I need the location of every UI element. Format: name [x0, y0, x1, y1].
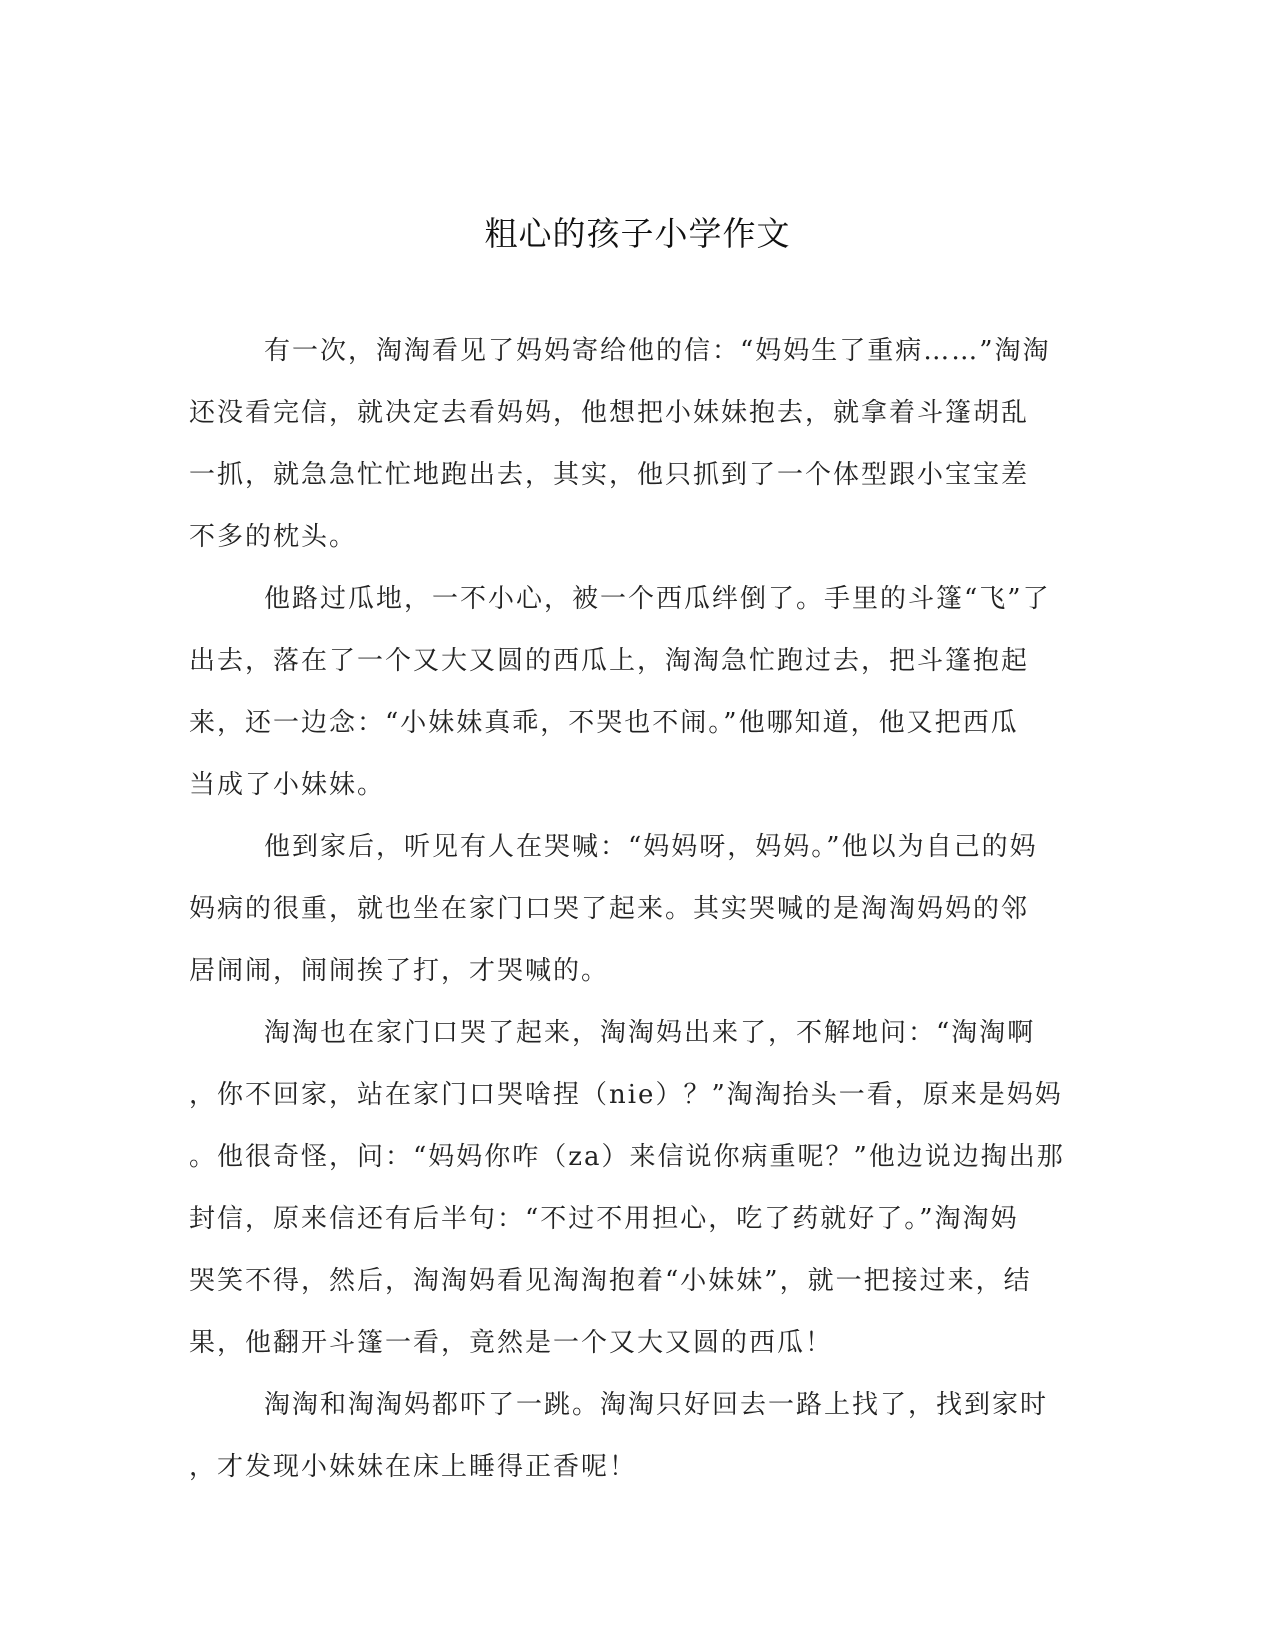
text-line: 妈病的很重，就也坐在家门口哭了起来。其实哭喊的是淘淘妈妈的邻	[189, 894, 1030, 924]
text-line: 居闹闹，闹闹挨了打，才哭喊的。	[189, 956, 610, 986]
text-line: 封信，原来信还有后半句：“不过不用担心，吃了药就好了。”淘淘妈	[189, 1204, 1019, 1234]
text-line: 他到家后，听见有人在哭喊：“妈妈呀，妈妈。”他以为自己的妈	[264, 832, 1038, 862]
text-line: ，你不回家，站在家门口哭啥捏（nie）？”淘淘抬头一看，原来是妈妈	[189, 1080, 1063, 1110]
text-line: 出去，落在了一个又大又圆的西瓜上，淘淘急忙跑过去，把斗篷抱起	[189, 646, 1030, 676]
text-line: 。他很奇怪，问：“妈妈你咋（za）来信说你病重呢？”他边说边掏出那	[189, 1142, 1065, 1172]
text-line: 不多的枕头。	[189, 522, 358, 552]
text-line: 淘淘也在家门口哭了起来，淘淘妈出来了，不解地问：“淘淘啊	[264, 1018, 1036, 1048]
document-title: 粗心的孩子小学作文	[484, 214, 791, 253]
text-line: 哭笑不得，然后，淘淘妈看见淘淘抱着“小妹妹”，就一把接过来，结	[189, 1266, 1032, 1296]
text-line: 果，他翻开斗篷一看，竟然是一个又大又圆的西瓜！	[189, 1328, 834, 1358]
text-line: 有一次，淘淘看见了妈妈寄给他的信：“妈妈生了重病……”淘淘	[264, 336, 1051, 366]
text-line: ，才发现小妹妹在床上睡得正香呢！	[189, 1452, 638, 1482]
text-line: 淘淘和淘淘妈都吓了一跳。淘淘只好回去一路上找了，找到家时	[264, 1390, 1049, 1420]
document-body	[189, 320, 1079, 1498]
text-line: 一抓，就急急忙忙地跑出去，其实，他只抓到了一个体型跟小宝宝差	[189, 460, 1030, 490]
text-line: 他路过瓜地，一不小心，被一个西瓜绊倒了。手里的斗篷“飞”了	[264, 584, 1051, 614]
text-line: 当成了小妹妹。	[189, 770, 386, 800]
text-line: 还没看完信，就决定去看妈妈，他想把小妹妹抱去，就拿着斗篷胡乱	[189, 398, 1030, 428]
text-line: 来，还一边念：“小妹妹真乖，不哭也不闹。”他哪知道，他又把西瓜	[189, 708, 1019, 738]
